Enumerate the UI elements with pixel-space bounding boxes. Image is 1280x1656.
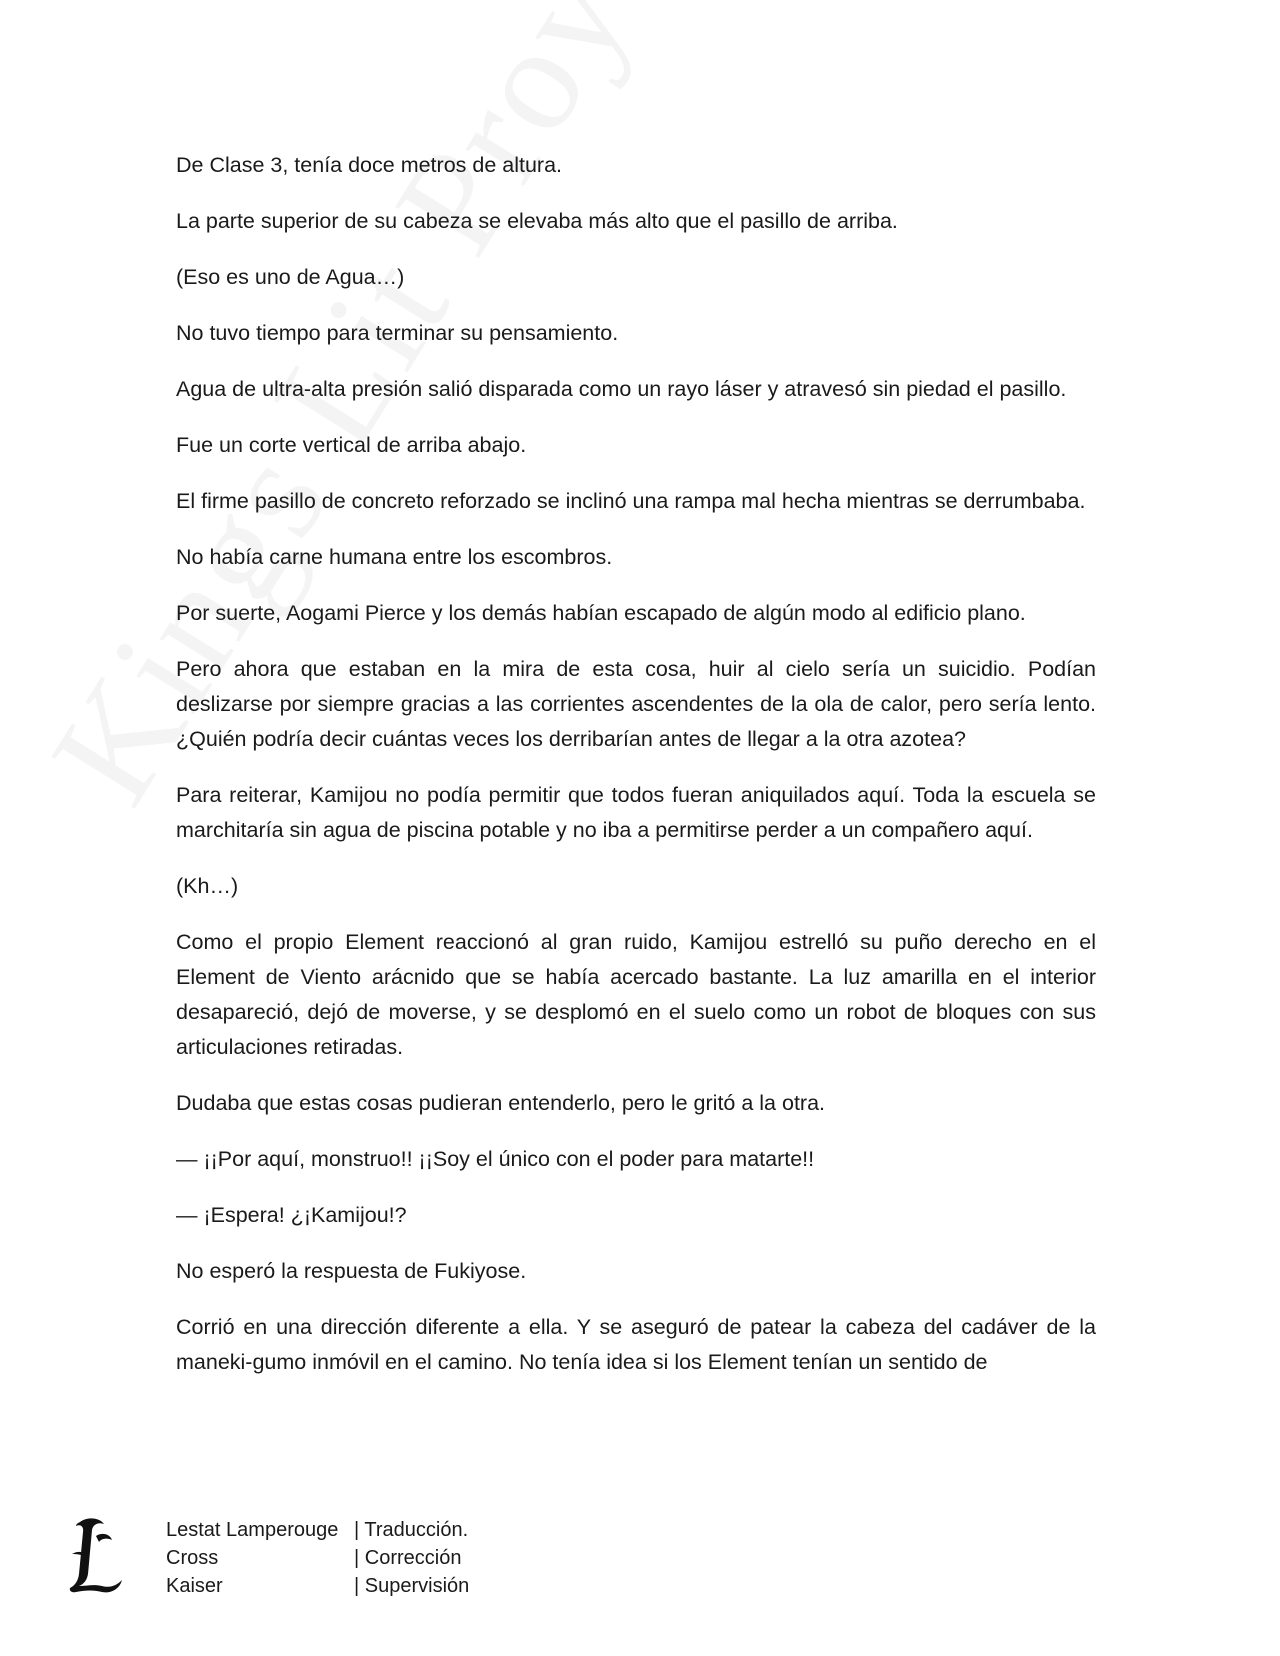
paragraph: De Clase 3, tenía doce metros de altura.: [176, 153, 563, 177]
paragraph: Para reiterar, Kamijou no podía permitir que todos fueran aniquilados aquí. Toda la escuela se marchitaría sin agua de piscina potable y no iba a permitirse perder a un compañero aquí.: [176, 783, 1096, 842]
credits: [166, 1516, 469, 1600]
paragraph: No esperó la respuesta de Fukiyose.: [176, 1259, 527, 1283]
credit-name: Kaiser: [166, 1575, 223, 1597]
credit-role: | Corrección: [354, 1547, 462, 1569]
paragraph: No había carne humana entre los escombros.: [176, 545, 613, 569]
paragraph: La parte superior de su cabeza se elevaba más alto que el pasillo de arriba.: [176, 209, 898, 233]
body-text: [176, 148, 1096, 1401]
paragraph: (Eso es uno de Agua…): [176, 265, 405, 289]
credit-row: [166, 1572, 469, 1600]
paragraph: Como el propio Element reaccionó al gran ruido, Kamijou estrelló su puño derecho en el Element de Viento arácnido que se había acercado bastante. La luz amarilla en el interior desapareció, dejó de moverse, y se desplomó en el suelo como un robot de bloques con sus articulaciones retiradas.: [176, 930, 1096, 1059]
paragraph: Fue un corte vertical de arriba abajo.: [176, 433, 527, 457]
credit-row: [166, 1516, 469, 1544]
paragraph: Pero ahora que estaban en la mira de esta cosa, huir al cielo sería un suicidio. Podían deslizarse por siempre gracias a las corrientes ascendentes de la ola de calor, pero sería lento. ¿Quién podría decir cuántas veces los derribarían antes de llegar a la otra azotea?: [176, 657, 1096, 751]
paragraph: Dudaba que estas cosas pudieran entenderlo, pero le gritó a la otra.: [176, 1091, 826, 1115]
paragraph: Por suerte, Aogami Pierce y los demás habían escapado de algún modo al edificio plano.: [176, 601, 1026, 625]
credit-row: [166, 1544, 469, 1572]
paragraph: El firme pasillo de concreto reforzado se inclinó una rampa mal hecha mientras se derrumbaba.: [176, 489, 1086, 513]
credit-role: | Traducción.: [354, 1519, 469, 1541]
footer: [66, 1516, 666, 1616]
paragraph: — ¡¡Por aquí, monstruo!! ¡¡Soy el único con el poder para matarte!!: [176, 1147, 815, 1171]
paragraph: No tuvo tiempo para terminar su pensamiento.: [176, 321, 619, 345]
paragraph: Agua de ultra-alta presión salió disparada como un rayo láser y atravesó sin piedad el pasillo.: [176, 377, 1067, 401]
paragraph: Corrió en una dirección diferente a ella. Y se aseguró de patear la cabeza del cadáver de la maneki-gumo inmóvil en el camino. No tenía idea si los Element tenían un sentido de: [176, 1315, 1096, 1374]
paragraph: (Kh…): [176, 874, 239, 898]
credit-name: Cross: [166, 1547, 219, 1569]
credit-role: | Supervisión: [354, 1575, 470, 1597]
gothic-l-logo-icon: [66, 1514, 126, 1594]
credit-name: Lestat Lamperouge: [166, 1519, 339, 1541]
paragraph: — ¡Espera! ¿¡Kamijou!?: [176, 1203, 407, 1227]
